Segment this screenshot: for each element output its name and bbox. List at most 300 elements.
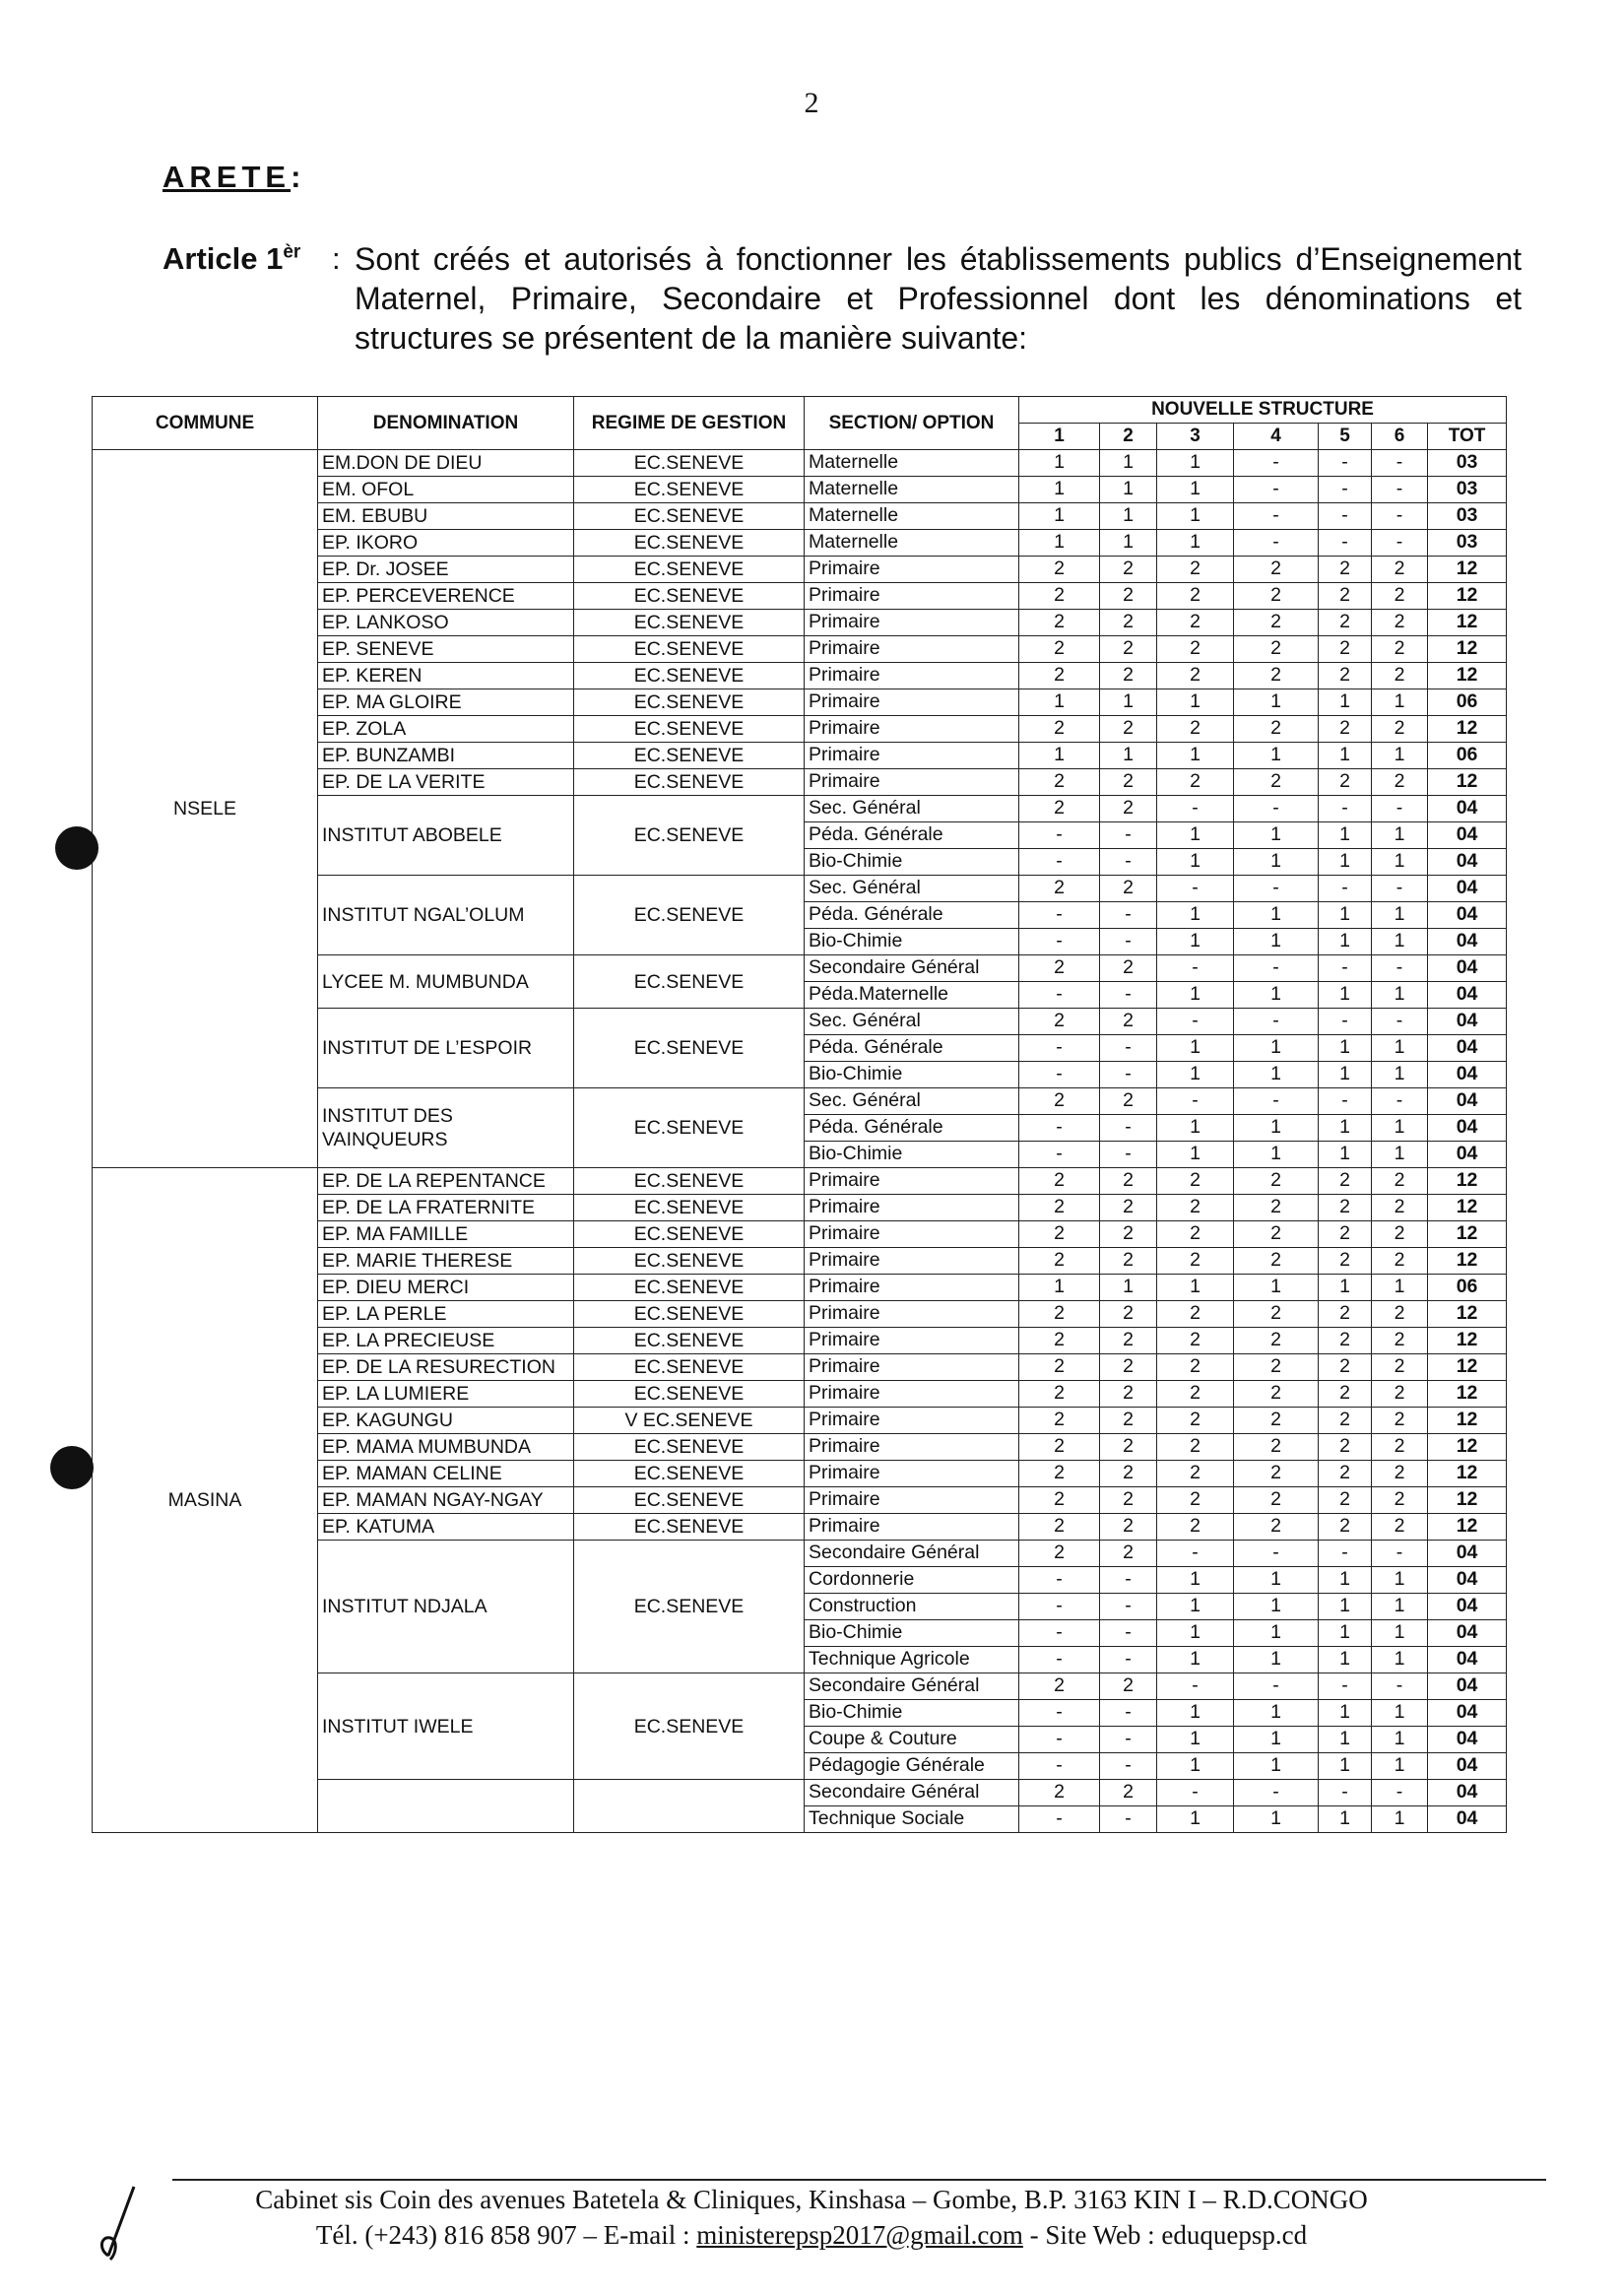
year-value-cell: - [1100,1700,1157,1727]
section-cell: Primaire [805,716,1019,743]
year-value-cell: 2 [1319,1301,1372,1328]
year-value-cell: 2 [1234,557,1319,583]
year-value-cell: 2 [1019,1328,1100,1354]
year-value-cell: - [1100,1142,1157,1168]
header-row-1 [93,397,1507,424]
section-cell: Bio-Chimie [805,929,1019,955]
section-cell: Primaire [805,1514,1019,1541]
denomination-cell: EP. MAMA MUMBUNDA [318,1434,574,1461]
total-cell: 04 [1428,1700,1507,1727]
section-cell: Primaire [805,1461,1019,1487]
regime-cell: EC.SENEVE [574,955,805,1009]
year-value-cell: 1 [1157,929,1234,955]
year-value-cell: 2 [1157,1381,1234,1408]
header-commune: COMMUNE [93,397,318,450]
year-value-cell: 2 [1319,1461,1372,1487]
year-value-cell: - [1319,1088,1372,1115]
year-value-cell: 1 [1319,1142,1372,1168]
year-value-cell: 2 [1100,1301,1157,1328]
section-cell: Péda. Générale [805,902,1019,929]
year-value-cell: 1 [1157,1647,1234,1673]
year-value-cell: 2 [1157,1487,1234,1514]
section-cell: Maternelle [805,503,1019,530]
year-value-cell: - [1319,1780,1372,1806]
year-value-cell: 2 [1019,1408,1100,1434]
year-value-cell: 2 [1100,1461,1157,1487]
year-value-cell: 1 [1372,929,1428,955]
year-value-cell: - [1319,1541,1372,1567]
arete-heading [162,160,305,195]
article-colon: : [332,241,341,276]
year-value-cell: 2 [1019,1168,1100,1195]
regime-cell: EC.SENEVE [574,689,805,716]
section-cell: Primaire [805,1487,1019,1514]
denomination-cell: EP. DE LA FRATERNITE [318,1195,574,1221]
article-number: Article 1 [162,241,284,276]
regime-cell: EC.SENEVE [574,1248,805,1275]
section-cell: Secondaire Général [805,955,1019,982]
year-value-cell: 2 [1019,663,1100,689]
total-cell: 12 [1428,1221,1507,1248]
year-value-cell: 1 [1019,530,1100,557]
year-value-cell: 2 [1019,1434,1100,1461]
year-value-cell: - [1019,1700,1100,1727]
year-value-cell: 2 [1019,636,1100,663]
year-value-cell: - [1234,450,1319,477]
denomination-cell: EP. KAGUNGU [318,1408,574,1434]
total-cell: 12 [1428,663,1507,689]
year-value-cell: 2 [1319,1381,1372,1408]
regime-cell: EC.SENEVE [574,1381,805,1408]
year-value-cell: - [1019,1727,1100,1753]
footer-website: - Site Web : eduquepsp.cd [1022,2220,1308,2250]
regime-cell: EC.SENEVE [574,1487,805,1514]
year-value-cell: 1 [1234,1647,1319,1673]
year-value-cell: 2 [1100,557,1157,583]
year-value-cell: 2 [1319,1354,1372,1381]
total-cell: 12 [1428,716,1507,743]
year-value-cell: 2 [1157,1221,1234,1248]
year-value-cell: 1 [1234,1275,1319,1301]
year-value-cell: - [1019,1062,1100,1088]
section-cell: Maternelle [805,477,1019,503]
year-value-cell: 1 [1157,1700,1234,1727]
year-value-cell: 1 [1157,1594,1234,1620]
denomination-cell: INSTITUT DES VAINQUEURS [318,1088,574,1168]
regime-cell: EC.SENEVE [574,1541,805,1673]
year-value-cell: - [1234,1088,1319,1115]
year-value-cell: 1 [1157,822,1234,849]
total-cell: 04 [1428,1647,1507,1673]
section-cell: Secondaire Général [805,1673,1019,1700]
year-value-cell: 2 [1319,636,1372,663]
year-value-cell: 2 [1019,583,1100,610]
year-value-cell: 2 [1100,610,1157,636]
year-value-cell: - [1019,929,1100,955]
year-value-cell: 1 [1157,1727,1234,1753]
arete-colon: : [291,160,306,194]
section-cell: Primaire [805,663,1019,689]
section-cell: Sec. Général [805,1088,1019,1115]
year-value-cell: - [1100,1062,1157,1088]
year-value-cell: 1 [1157,1115,1234,1142]
year-value-cell: - [1100,1620,1157,1647]
total-cell: 12 [1428,1195,1507,1221]
total-cell: 03 [1428,477,1507,503]
year-value-cell: 2 [1100,1514,1157,1541]
year-value-cell: 2 [1100,636,1157,663]
total-cell: 04 [1428,1035,1507,1062]
year-value-cell: 2 [1372,663,1428,689]
year-value-cell: 2 [1100,1408,1157,1434]
regime-cell: EC.SENEVE [574,503,805,530]
year-value-cell: 2 [1100,1487,1157,1514]
year-value-cell: 1 [1319,1594,1372,1620]
year-value-cell: 2 [1019,1673,1100,1700]
year-value-cell: 1 [1019,477,1100,503]
denomination-cell: EP. LA LUMIERE [318,1381,574,1408]
year-value-cell: 2 [1100,1009,1157,1035]
year-value-cell: 2 [1157,1408,1234,1434]
year-value-cell: 1 [1372,1806,1428,1833]
section-cell: Primaire [805,557,1019,583]
total-cell: 04 [1428,1594,1507,1620]
total-cell: 04 [1428,1753,1507,1780]
year-value-cell: 2 [1019,1301,1100,1328]
year-value-cell: 2 [1019,1381,1100,1408]
year-value-cell: 2 [1234,1301,1319,1328]
year-value-cell: 1 [1234,1620,1319,1647]
header-regime: REGIME DE GESTION [574,397,805,450]
denomination-cell: EP. DE LA REPENTANCE [318,1168,574,1195]
year-value-cell: 2 [1157,1434,1234,1461]
year-value-cell: - [1019,822,1100,849]
year-value-cell: 2 [1319,1487,1372,1514]
year-value-cell: - [1019,902,1100,929]
total-cell: 12 [1428,769,1507,796]
regime-cell: EC.SENEVE [574,1195,805,1221]
year-value-cell: 2 [1319,557,1372,583]
year-value-cell: 2 [1019,1541,1100,1567]
section-cell: Coupe & Couture [805,1727,1019,1753]
year-value-cell: - [1319,876,1372,902]
year-value-cell: - [1372,530,1428,557]
total-cell: 04 [1428,955,1507,982]
year-value-cell: 1 [1019,450,1100,477]
year-value-cell: 2 [1372,1248,1428,1275]
year-value-cell: - [1100,1806,1157,1833]
arete-title: ARETE [162,160,292,194]
total-cell: 04 [1428,1541,1507,1567]
year-value-cell: - [1372,796,1428,822]
year-value-cell: 2 [1019,1221,1100,1248]
year-value-cell: 2 [1372,1328,1428,1354]
year-value-cell: 2 [1100,663,1157,689]
denomination-cell: EM. EBUBU [318,503,574,530]
year-value-cell: 2 [1319,583,1372,610]
year-value-cell: - [1019,1567,1100,1594]
year-value-cell: 2 [1100,1780,1157,1806]
total-cell: 03 [1428,450,1507,477]
year-value-cell: 2 [1157,1514,1234,1541]
total-cell: 04 [1428,1727,1507,1753]
header-year: 3 [1157,424,1234,450]
year-value-cell: 2 [1019,610,1100,636]
year-value-cell: 1 [1372,822,1428,849]
total-cell: 06 [1428,1275,1507,1301]
regime-cell: EC.SENEVE [574,477,805,503]
section-cell: Sec. Général [805,876,1019,902]
section-cell: Péda. Générale [805,822,1019,849]
section-cell: Primaire [805,1381,1019,1408]
total-cell: 04 [1428,1115,1507,1142]
year-value-cell: - [1319,1009,1372,1035]
year-value-cell: - [1157,1541,1234,1567]
year-value-cell: 1 [1019,743,1100,769]
year-value-cell: 1 [1157,1567,1234,1594]
year-value-cell: 1 [1372,849,1428,876]
year-value-cell: 2 [1319,1168,1372,1195]
year-value-cell: - [1372,955,1428,982]
year-value-cell: 1 [1234,849,1319,876]
year-value-cell: 2 [1100,583,1157,610]
year-value-cell: 1 [1372,982,1428,1009]
section-cell: Primaire [805,636,1019,663]
section-cell: Bio-Chimie [805,1062,1019,1088]
total-cell: 06 [1428,743,1507,769]
year-value-cell: 2 [1019,796,1100,822]
year-value-cell: 2 [1372,1221,1428,1248]
year-value-cell: 1 [1319,743,1372,769]
year-value-cell: 1 [1157,450,1234,477]
footer-email: ministerepsp2017@gmail.com [696,2220,1023,2250]
year-value-cell: - [1100,929,1157,955]
year-value-cell: 1 [1372,1115,1428,1142]
year-value-cell: 1 [1372,1035,1428,1062]
year-value-cell: 1 [1019,1275,1100,1301]
year-value-cell: 2 [1372,1408,1428,1434]
year-value-cell: 1 [1234,902,1319,929]
section-cell: Primaire [805,1301,1019,1328]
year-value-cell: 2 [1157,1248,1234,1275]
year-value-cell: - [1319,477,1372,503]
total-cell: 12 [1428,1328,1507,1354]
year-value-cell: - [1372,1673,1428,1700]
year-value-cell: - [1100,982,1157,1009]
year-value-cell: - [1234,876,1319,902]
year-value-cell: 1 [1157,530,1234,557]
total-cell: 04 [1428,982,1507,1009]
denomination-cell: EP. Dr. JOSEE [318,557,574,583]
year-value-cell: 2 [1019,1780,1100,1806]
year-value-cell: 2 [1372,1487,1428,1514]
denomination-cell: EP. MAMAN NGAY-NGAY [318,1487,574,1514]
year-value-cell: - [1372,876,1428,902]
denomination-cell: EP. SENEVE [318,636,574,663]
year-value-cell: - [1019,1142,1100,1168]
year-value-cell: 2 [1234,1487,1319,1514]
denomination-cell: EP. LANKOSO [318,610,574,636]
year-value-cell: 1 [1234,982,1319,1009]
year-value-cell: 1 [1234,1062,1319,1088]
table-head [93,397,1507,450]
year-value-cell: 1 [1319,902,1372,929]
year-value-cell: 2 [1100,1434,1157,1461]
year-value-cell: 2 [1019,557,1100,583]
section-cell: Primaire [805,583,1019,610]
year-value-cell: 2 [1157,636,1234,663]
year-value-cell: 1 [1372,743,1428,769]
year-value-cell: 2 [1157,1195,1234,1221]
denomination-cell: EP. KEREN [318,663,574,689]
year-value-cell: - [1372,503,1428,530]
year-value-cell: 2 [1234,1434,1319,1461]
year-value-cell: 2 [1372,1461,1428,1487]
year-value-cell: 1 [1234,1727,1319,1753]
total-cell: 03 [1428,530,1507,557]
year-value-cell: 1 [1234,1753,1319,1780]
total-cell: 12 [1428,557,1507,583]
section-cell: Construction [805,1594,1019,1620]
header-year: 5 [1319,424,1372,450]
denomination-cell: EM.DON DE DIEU [318,450,574,477]
year-value-cell: - [1234,1673,1319,1700]
footer-contact [0,2220,1623,2251]
section-cell: Primaire [805,1221,1019,1248]
total-cell: 12 [1428,1408,1507,1434]
year-value-cell: 2 [1319,769,1372,796]
year-value-cell: 2 [1100,716,1157,743]
year-value-cell: 1 [1157,982,1234,1009]
header-year: 1 [1019,424,1100,450]
year-value-cell: 2 [1319,1248,1372,1275]
header-denomination: DENOMINATION [318,397,574,450]
year-value-cell: 2 [1319,663,1372,689]
section-cell: Bio-Chimie [805,1142,1019,1168]
denomination-cell: EP. IKORO [318,530,574,557]
year-value-cell: 2 [1234,1195,1319,1221]
total-cell: 04 [1428,849,1507,876]
total-cell: 12 [1428,636,1507,663]
regime-cell: EC.SENEVE [574,1168,805,1195]
section-cell: Technique Agricole [805,1647,1019,1673]
year-value-cell: 1 [1157,1275,1234,1301]
year-value-cell: 2 [1100,1168,1157,1195]
year-value-cell: 2 [1100,796,1157,822]
punch-hole [50,1446,94,1489]
year-value-cell: - [1234,1541,1319,1567]
year-value-cell: 2 [1100,1088,1157,1115]
year-value-cell: 1 [1157,849,1234,876]
year-value-cell: 1 [1234,1700,1319,1727]
year-value-cell: 2 [1019,769,1100,796]
section-cell: Primaire [805,1434,1019,1461]
total-cell: 04 [1428,796,1507,822]
year-value-cell: - [1100,1115,1157,1142]
section-cell: Primaire [805,1328,1019,1354]
denomination-cell [318,1780,574,1833]
year-value-cell: 1 [1319,1567,1372,1594]
year-value-cell: 1 [1319,929,1372,955]
year-value-cell: 2 [1100,1381,1157,1408]
year-value-cell: 1 [1100,1275,1157,1301]
year-value-cell: 2 [1157,583,1234,610]
year-value-cell: 2 [1234,769,1319,796]
section-cell: Secondaire Général [805,1541,1019,1567]
year-value-cell: 2 [1019,1354,1100,1381]
total-cell: 04 [1428,1009,1507,1035]
year-value-cell: 2 [1019,1009,1100,1035]
year-value-cell: 1 [1234,689,1319,716]
total-cell: 04 [1428,1673,1507,1700]
year-value-cell: 2 [1100,955,1157,982]
header-structure: NOUVELLE STRUCTURE [1019,397,1507,424]
year-value-cell: 2 [1372,557,1428,583]
regime-cell: EC.SENEVE [574,450,805,477]
year-value-cell: - [1019,1753,1100,1780]
year-value-cell: - [1100,822,1157,849]
year-value-cell: 2 [1019,1514,1100,1541]
year-value-cell: 2 [1100,1673,1157,1700]
article-superscript: èr [283,241,301,263]
denomination-cell: EP. MARIE THERESE [318,1248,574,1275]
year-value-cell: 1 [1234,1142,1319,1168]
year-value-cell: 1 [1234,929,1319,955]
year-value-cell: 1 [1372,1753,1428,1780]
schools-table [92,396,1507,1833]
section-cell: Pédagogie Générale [805,1753,1019,1780]
regime-cell: EC.SENEVE [574,769,805,796]
year-value-cell: - [1019,849,1100,876]
year-value-cell: 2 [1234,1381,1319,1408]
year-value-cell: 1 [1019,503,1100,530]
total-cell: 12 [1428,1168,1507,1195]
regime-cell: EC.SENEVE [574,1434,805,1461]
year-value-cell: - [1019,1806,1100,1833]
year-value-cell: 2 [1234,1408,1319,1434]
year-value-cell: 1 [1234,1806,1319,1833]
year-value-cell: - [1157,1780,1234,1806]
year-value-cell: 1 [1319,1727,1372,1753]
year-value-cell: 2 [1234,1354,1319,1381]
year-value-cell: 2 [1234,1328,1319,1354]
year-value-cell: 1 [1372,1594,1428,1620]
year-value-cell: 1 [1319,849,1372,876]
regime-cell: EC.SENEVE [574,636,805,663]
year-value-cell: - [1234,477,1319,503]
denomination-cell: EP. DE LA VERITE [318,769,574,796]
year-value-cell: - [1372,450,1428,477]
year-value-cell: 1 [1319,1035,1372,1062]
year-value-cell: 1 [1234,822,1319,849]
year-value-cell: 1 [1157,743,1234,769]
year-value-cell: 1 [1372,689,1428,716]
year-value-cell: 1 [1157,902,1234,929]
year-value-cell: 2 [1157,1328,1234,1354]
year-value-cell: 2 [1100,1221,1157,1248]
section-cell: Péda.Maternelle [805,982,1019,1009]
year-value-cell: 1 [1372,1727,1428,1753]
section-cell: Péda. Générale [805,1035,1019,1062]
year-value-cell: 1 [1234,1567,1319,1594]
year-value-cell: 1 [1372,1275,1428,1301]
year-value-cell: 1 [1157,1142,1234,1168]
year-value-cell: 2 [1234,716,1319,743]
year-value-cell: - [1234,530,1319,557]
total-cell: 12 [1428,1487,1507,1514]
total-cell: 04 [1428,1142,1507,1168]
regime-cell: EC.SENEVE [574,530,805,557]
